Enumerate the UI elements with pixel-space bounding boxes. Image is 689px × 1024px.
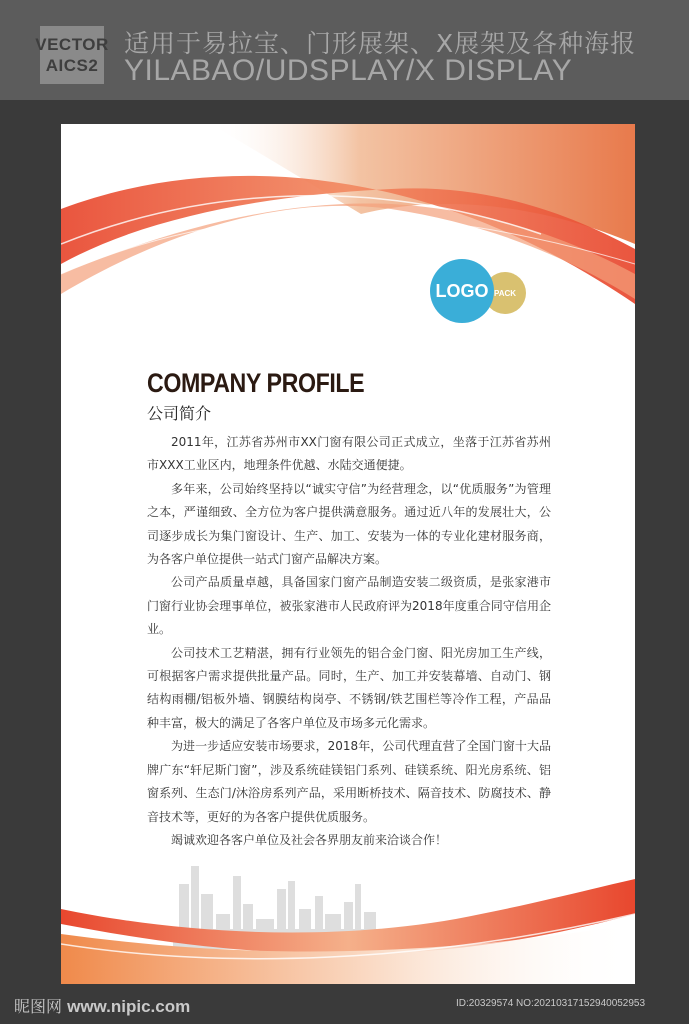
badge-line-aics2: AICS2 xyxy=(45,56,99,75)
watermark-id: ID:20329574 NO:20210317152940052953 xyxy=(456,998,646,1009)
paragraph: 2011年，江苏省苏州市XX门窗有限公司正式成立，坐落于江苏省苏州市XXX工业区内，地理条件优越、水陆交通便捷。 xyxy=(147,435,551,473)
profile-subtitle: 公司简介 xyxy=(147,404,212,423)
header-title-cn: 适用于易拉宝、门形展架、X展架及各种海报 xyxy=(124,29,637,58)
watermark-site: www.nipic.com xyxy=(67,997,191,1016)
poster xyxy=(61,124,635,984)
header-title-en: YILABAO/UDSPLAY/X DISPLAY xyxy=(124,54,573,87)
watermark-brand: 昵图网 xyxy=(14,997,63,1016)
paragraph: 多年来，公司始终坚持以“诚实守信”为经营理念，以“优质服务”为管理之本，严谨细致、全方位为客户提供满意服务。通过近八年的发展壮大，公司逐步成长为集门窗设计、生产、加工、安装为一体的专业化建材服务商，为各客户单位提供一站式门窗产品解决方案。 xyxy=(147,481,551,567)
vector-badge xyxy=(35,26,109,84)
profile-title: COMPANY PROFILE xyxy=(147,368,365,398)
watermark-left xyxy=(14,994,190,1017)
paragraph: 公司技术工艺精湛，拥有行业领先的铝合金门窗、阳光房加工生产线，可根据客户需求提供批量产品。同时，生产、加工并安装幕墙、自动门、钢结构雨棚/铝板外墙、钢膜结构岗亭、不锈钢/铁艺围栏等冷作工程，产品品种丰富，极大的满足了各客户单位及市场多元化需求。 xyxy=(147,645,551,730)
paragraph: 竭诚欢迎各客户单位及社会各界朋友前来洽谈合作！ xyxy=(171,832,448,847)
top-banner xyxy=(0,0,689,100)
badge-line-vector: VECTOR xyxy=(35,35,109,54)
logo-pack-circle: PACK xyxy=(484,272,526,314)
wave-decoration-bottom xyxy=(61,124,635,984)
paragraph: 公司产品质量卓越，具备国家门窗产品制造安装二级资质，是张家港市门窗行业协会理事单位，被张家港市人民政府评为2018年度重合同守信用企业。 xyxy=(147,575,551,637)
logo-circle: LOGO xyxy=(430,259,494,323)
paragraph: 为进一步适应安装市场要求，2018年，公司代理直营了全国门窗十大品牌广东“轩尼斯门窗”，涉及系统硅镁铝门系列、硅镁系统、阳光房系统、铝窗系列、生态门/沐浴房系列产品，采用断桥技术、隔音技术、防腐技术、静音技术等，更好的为各客户提供优质服务。 xyxy=(147,739,551,824)
